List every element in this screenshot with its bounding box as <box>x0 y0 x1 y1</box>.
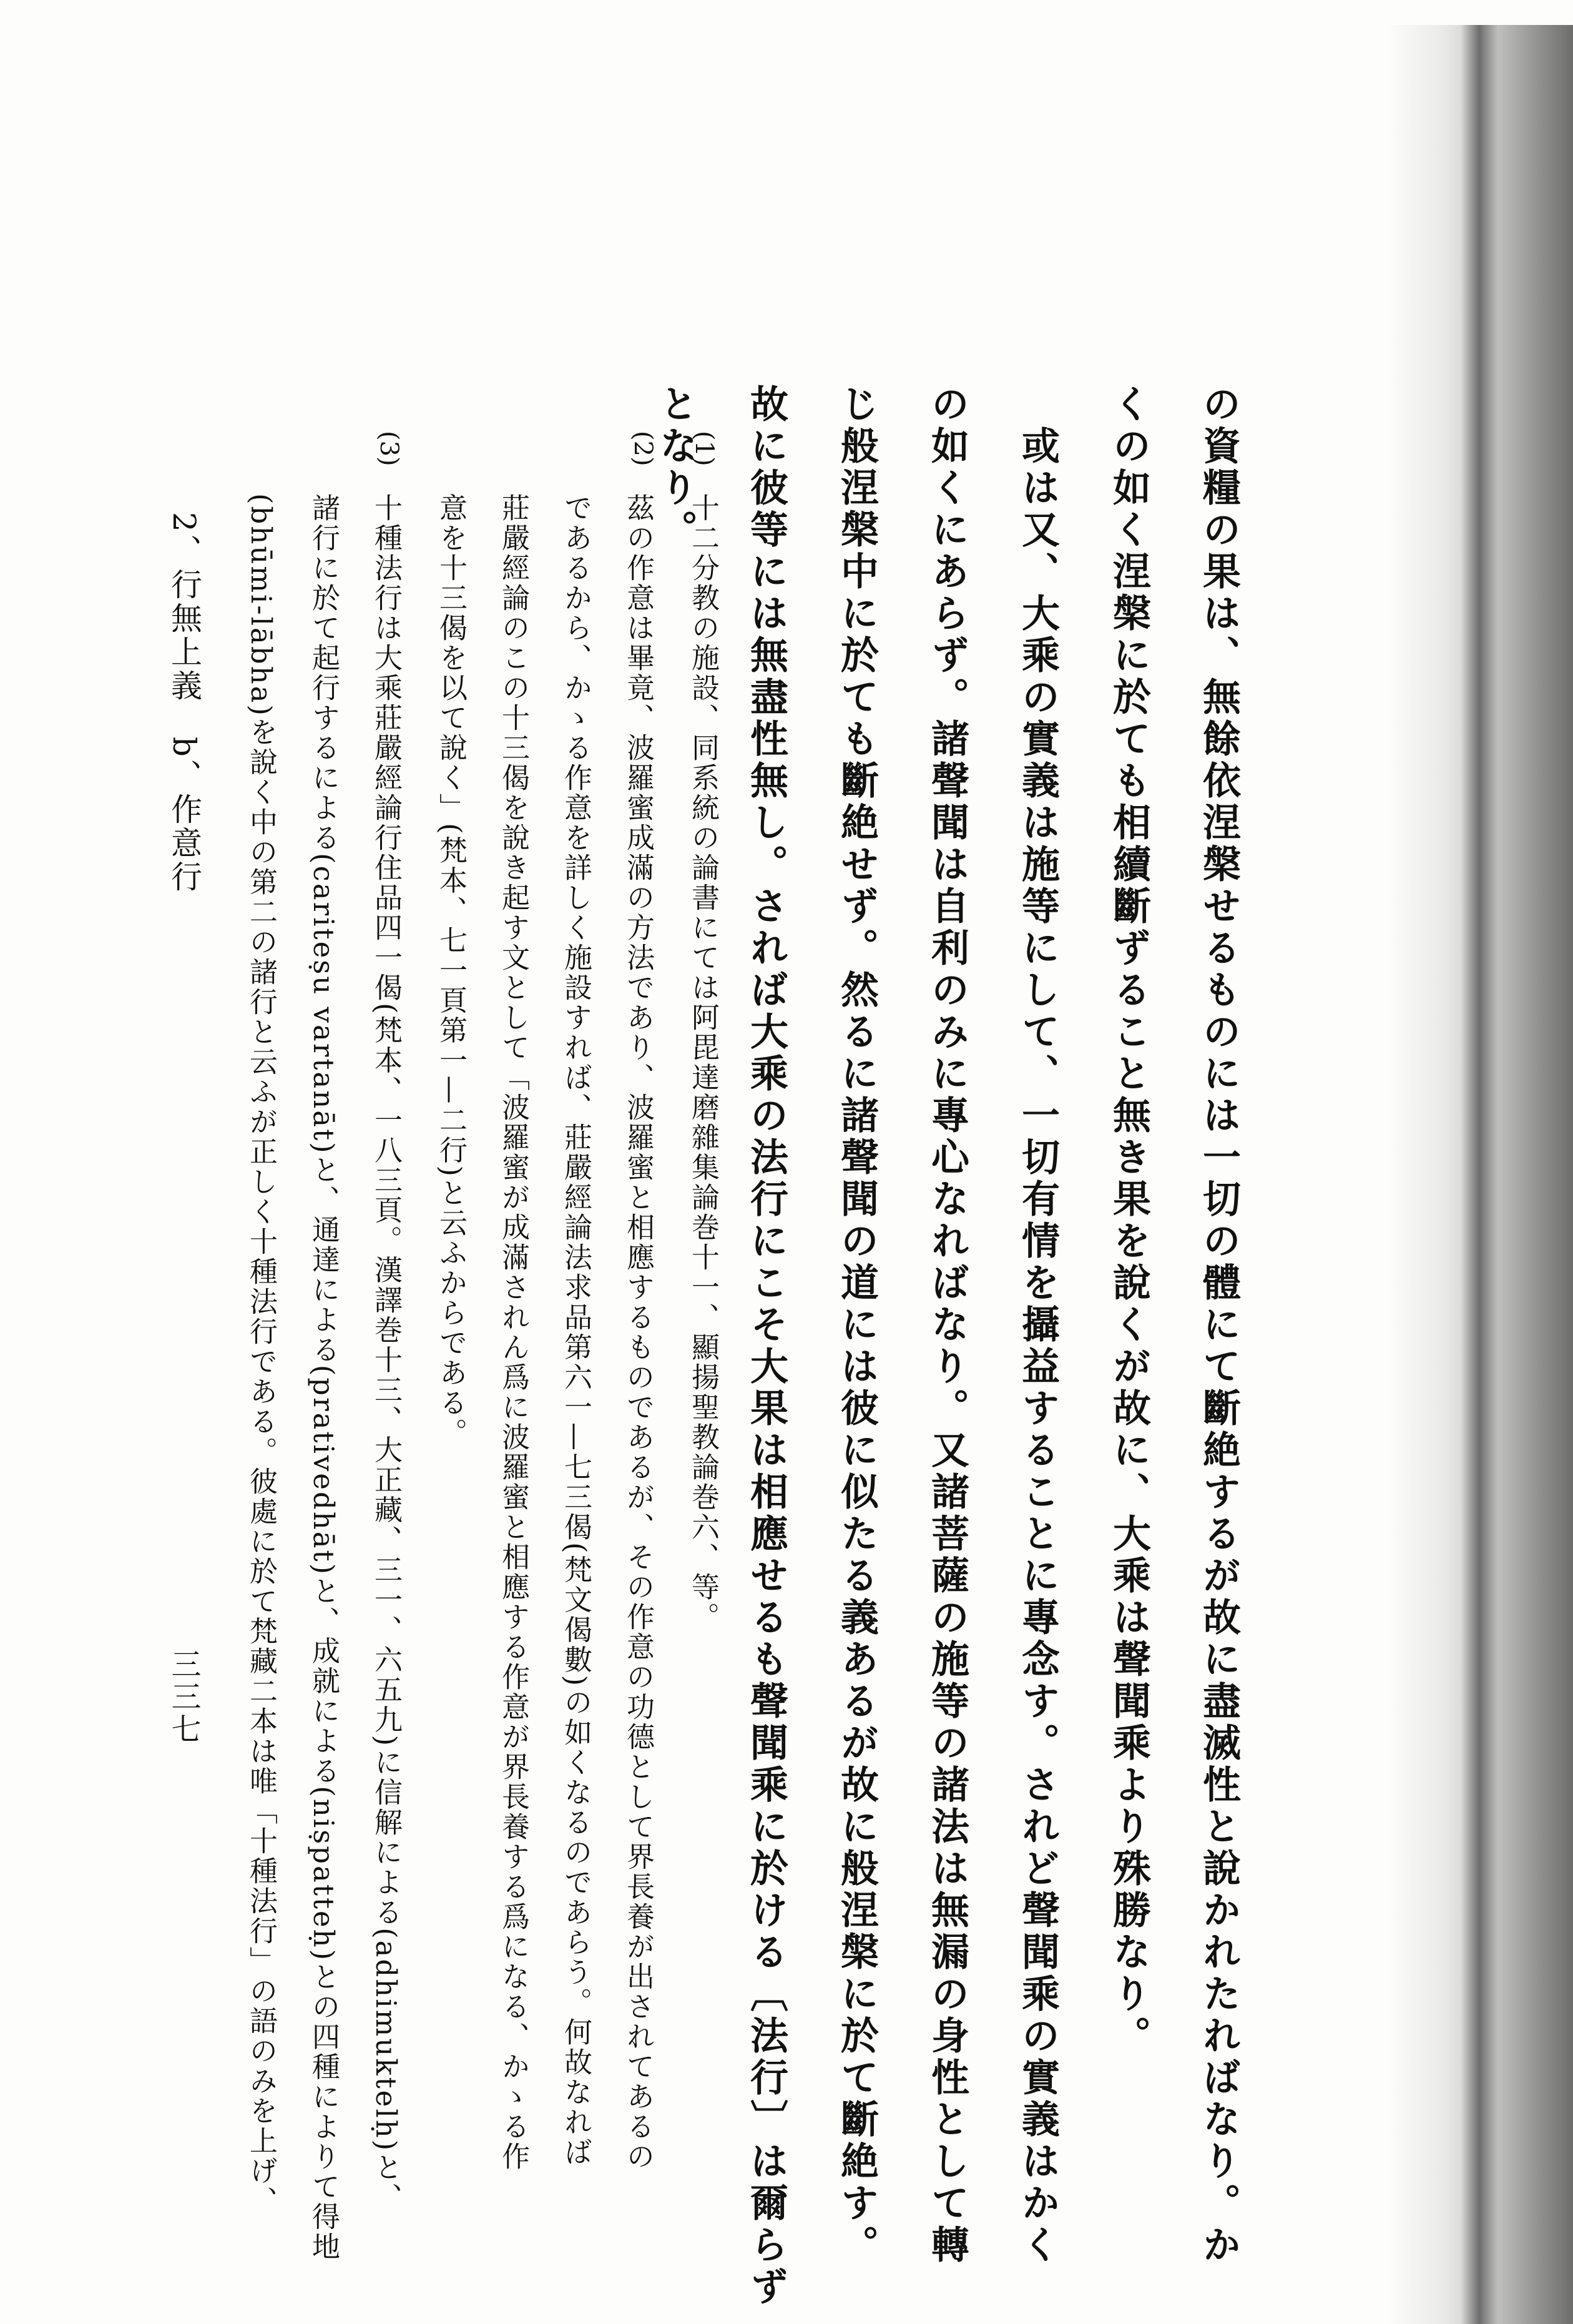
body-column-4: の如くにあらず。諸聲聞は自利のみに專心なればなり。又諸菩薩の施等の諸法は無漏の身性として轉 <box>925 384 969 2267</box>
note-3-number: (3) <box>375 431 403 466</box>
body-column-6: 故に彼等には無盡性無し。されば大乘の法行にこそ大果は相應せるも聲聞乘に於ける〔法行〕は爾らず <box>744 384 788 2308</box>
body-column-7: となり。 <box>654 384 698 551</box>
note-2-line-1: 茲の作意は畢竟、波羅蜜成滿の方法であり、波羅蜜と相應するものであるが、その作意の功德として界長養が出されてあるの <box>622 493 655 2172</box>
body-column-2: くの如く涅槃に於ても相續斷ずること無き果を說くが故に、大乘は聲聞乘より殊勝なり。 <box>1107 384 1151 2057</box>
note-3-line-3: (bhūmi-lābha)を說く中の第二の諸行と云ふが正しく十種法行である。彼處に於て梵藏二本は唯「十種法行」の語のみを上げ、 <box>245 493 278 2216</box>
note-2-line-3: 莊嚴經論のこの十三偈を說き起す文として「波羅蜜が成滿されん爲に波羅蜜と相應する作意が界長養する爲になる、かゝる作 <box>497 493 530 2172</box>
note-2-line-2: であるから、かゝる作意を詳しく施設すれば、莊嚴經論法求品第六一—七三偈(梵文偈數)の如くなるのであらう。何故なれば <box>559 493 592 2168</box>
binding-gutter <box>1461 25 1498 2324</box>
note-3-line-2: 諸行に於て起行するによる(cariteṣu vartanāt)と、通達による(prativedhāt)と、成就による(niṣpatteḥ)との四種によりて得地 <box>307 493 340 2262</box>
note-3-line-1: 十種法行は大乘莊嚴經論行住品四一偈(梵本、一八三頁。漢譯巻十三、大正藏、三一、六五九)に信解による(adhimuktelḥ)と、 <box>370 493 403 2213</box>
note-2-number: (2) <box>629 431 657 466</box>
note-2-line-4: 意を十三偈を以て說く」(梵本、七一頁第一—二行)と云ふからである。 <box>434 493 468 1449</box>
running-head: 2、行無上義 b、作意行 <box>166 512 202 894</box>
note-1-line-1: 十二分教の施設、同系統の論書にては阿毘達磨雜集論巻十一、顯揚聖教論巻六、等。 <box>687 493 720 1632</box>
note-1-number: (1) <box>690 431 718 466</box>
body-column-1: の資糧の果は、無餘依涅槃せるものには一切の體にて斷絶するが故に盡滅性と說かれたればなり。か <box>1197 384 1241 2267</box>
page-number: 三三七 <box>166 1648 201 1746</box>
body-column-5: じ般涅槃中に於ても斷絶せず。然るに諸聲聞の道には彼に似たる義あるが故に般涅槃に於て斷絶す。 <box>835 384 879 2267</box>
body-column-3: 或は又、大乘の實義は施等にして、一切有情を攝益することに專念す。されど聲聞乘の實義はかく <box>1016 384 1060 2267</box>
